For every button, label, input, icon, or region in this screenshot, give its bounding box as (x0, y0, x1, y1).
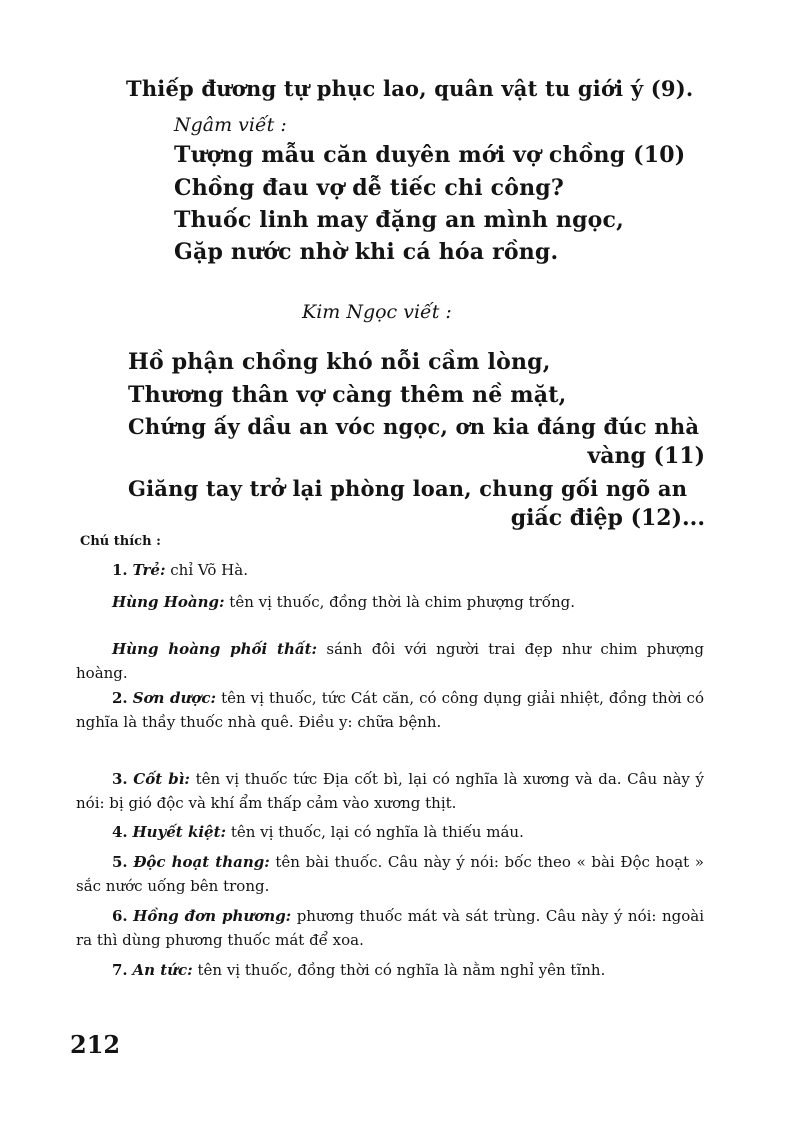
footnote-number: 7. (112, 961, 128, 979)
footnote (76, 904, 704, 952)
poem-line: Thiếp đương tự phục lao, quân vật tu giới ý (9). (126, 76, 694, 101)
poem-line: Chồng đau vợ dễ tiếc chi công? (174, 175, 564, 201)
footnote-term: Sơn dược: (132, 689, 217, 707)
poem-line: Hồ phận chồng khó nỗi cầm lòng, (128, 349, 551, 375)
footnote (76, 958, 704, 982)
footnote-text: tên vị thuốc tức Địa cốt bì, lại có nghĩa là xương và da. Câu này ý nói: bị gió độc và khí ẩm thấp cảm vào xương thịt. (76, 770, 704, 812)
notes-title: Chú thích : (80, 534, 161, 549)
footnote-text: tên bài thuốc. Câu này ý nói: bốc theo « bài Độc hoạt » sắc nước uống bên trong. (76, 853, 704, 895)
footnote-text: phương thuốc mát và sát trùng. Câu này ý nói: ngoài ra thì dùng phương thuốc mát để xoa. (76, 907, 704, 949)
footnote (76, 850, 704, 898)
footnote-number: 2. (112, 689, 128, 707)
page-number: 212 (70, 1030, 121, 1059)
footnote-text: tên vị thuốc, tức Cát căn, có công dụng giải nhiệt, đồng thời có nghĩa là thầy thuốc nhà quê. Điều y: chữa bệnh. (76, 689, 704, 731)
speaker-heading: Kim Ngọc viết : (302, 301, 452, 323)
footnote (76, 767, 704, 815)
poem-line-continuation: giấc điệp (12)... (510, 505, 705, 531)
footnote-text: sánh đôi với người trai đẹp như chim phượng hoàng. (76, 640, 704, 682)
footnote (76, 558, 704, 582)
poem-line: Chứng ấy dầu an vóc ngọc, ơn kia đáng đúc nhà (128, 414, 700, 439)
poem-line: Thuốc linh may đặng an mình ngọc, (174, 207, 625, 233)
poem-line-continuation: vàng (11) (587, 443, 705, 469)
footnote-text: tên vị thuốc, đồng thời là chim phượng trống. (224, 593, 575, 611)
footnote-number: 6. (112, 907, 128, 925)
footnote-term: Cốt bì: (133, 770, 190, 788)
footnote-term: Huyết kiệt: (132, 823, 227, 841)
footnote-number: 3. (112, 770, 128, 788)
footnote (76, 590, 704, 614)
footnote-number: 1. (112, 561, 128, 579)
footnote (76, 820, 704, 844)
footnote (76, 637, 704, 685)
footnote-text: chỉ Võ Hà. (165, 561, 248, 579)
poem-line: Gặp nước nhờ khi cá hóa rồng. (174, 239, 559, 265)
footnote-number: 5. (112, 853, 128, 871)
poem-line: Thương thân vợ càng thêm nề mặt, (128, 382, 567, 408)
footnote (76, 686, 704, 734)
speaker-heading: Ngâm viết : (174, 114, 287, 136)
footnote-term: Độc hoạt thang: (133, 853, 270, 871)
footnote-text: tên vị thuốc, lại có nghĩa là thiếu máu. (226, 823, 524, 841)
poem-line: Tượng mẫu căn duyên mới vợ chồng (10) (174, 142, 686, 168)
footnote-term: Trẻ: (132, 561, 166, 579)
footnote-term: Hùng Hoàng: (112, 593, 225, 611)
footnote-term: An tức: (132, 961, 193, 979)
footnote-number: 4. (112, 823, 128, 841)
footnote-term: Hồng đơn phương: (133, 907, 292, 925)
footnote-term: Hùng hoàng phối thất: (112, 640, 318, 658)
poem-line: Giăng tay trở lại phòng loan, chung gối ngõ an (128, 476, 688, 501)
footnote-text: tên vị thuốc, đồng thời có nghĩa là nằm nghỉ yên tĩnh. (192, 961, 606, 979)
